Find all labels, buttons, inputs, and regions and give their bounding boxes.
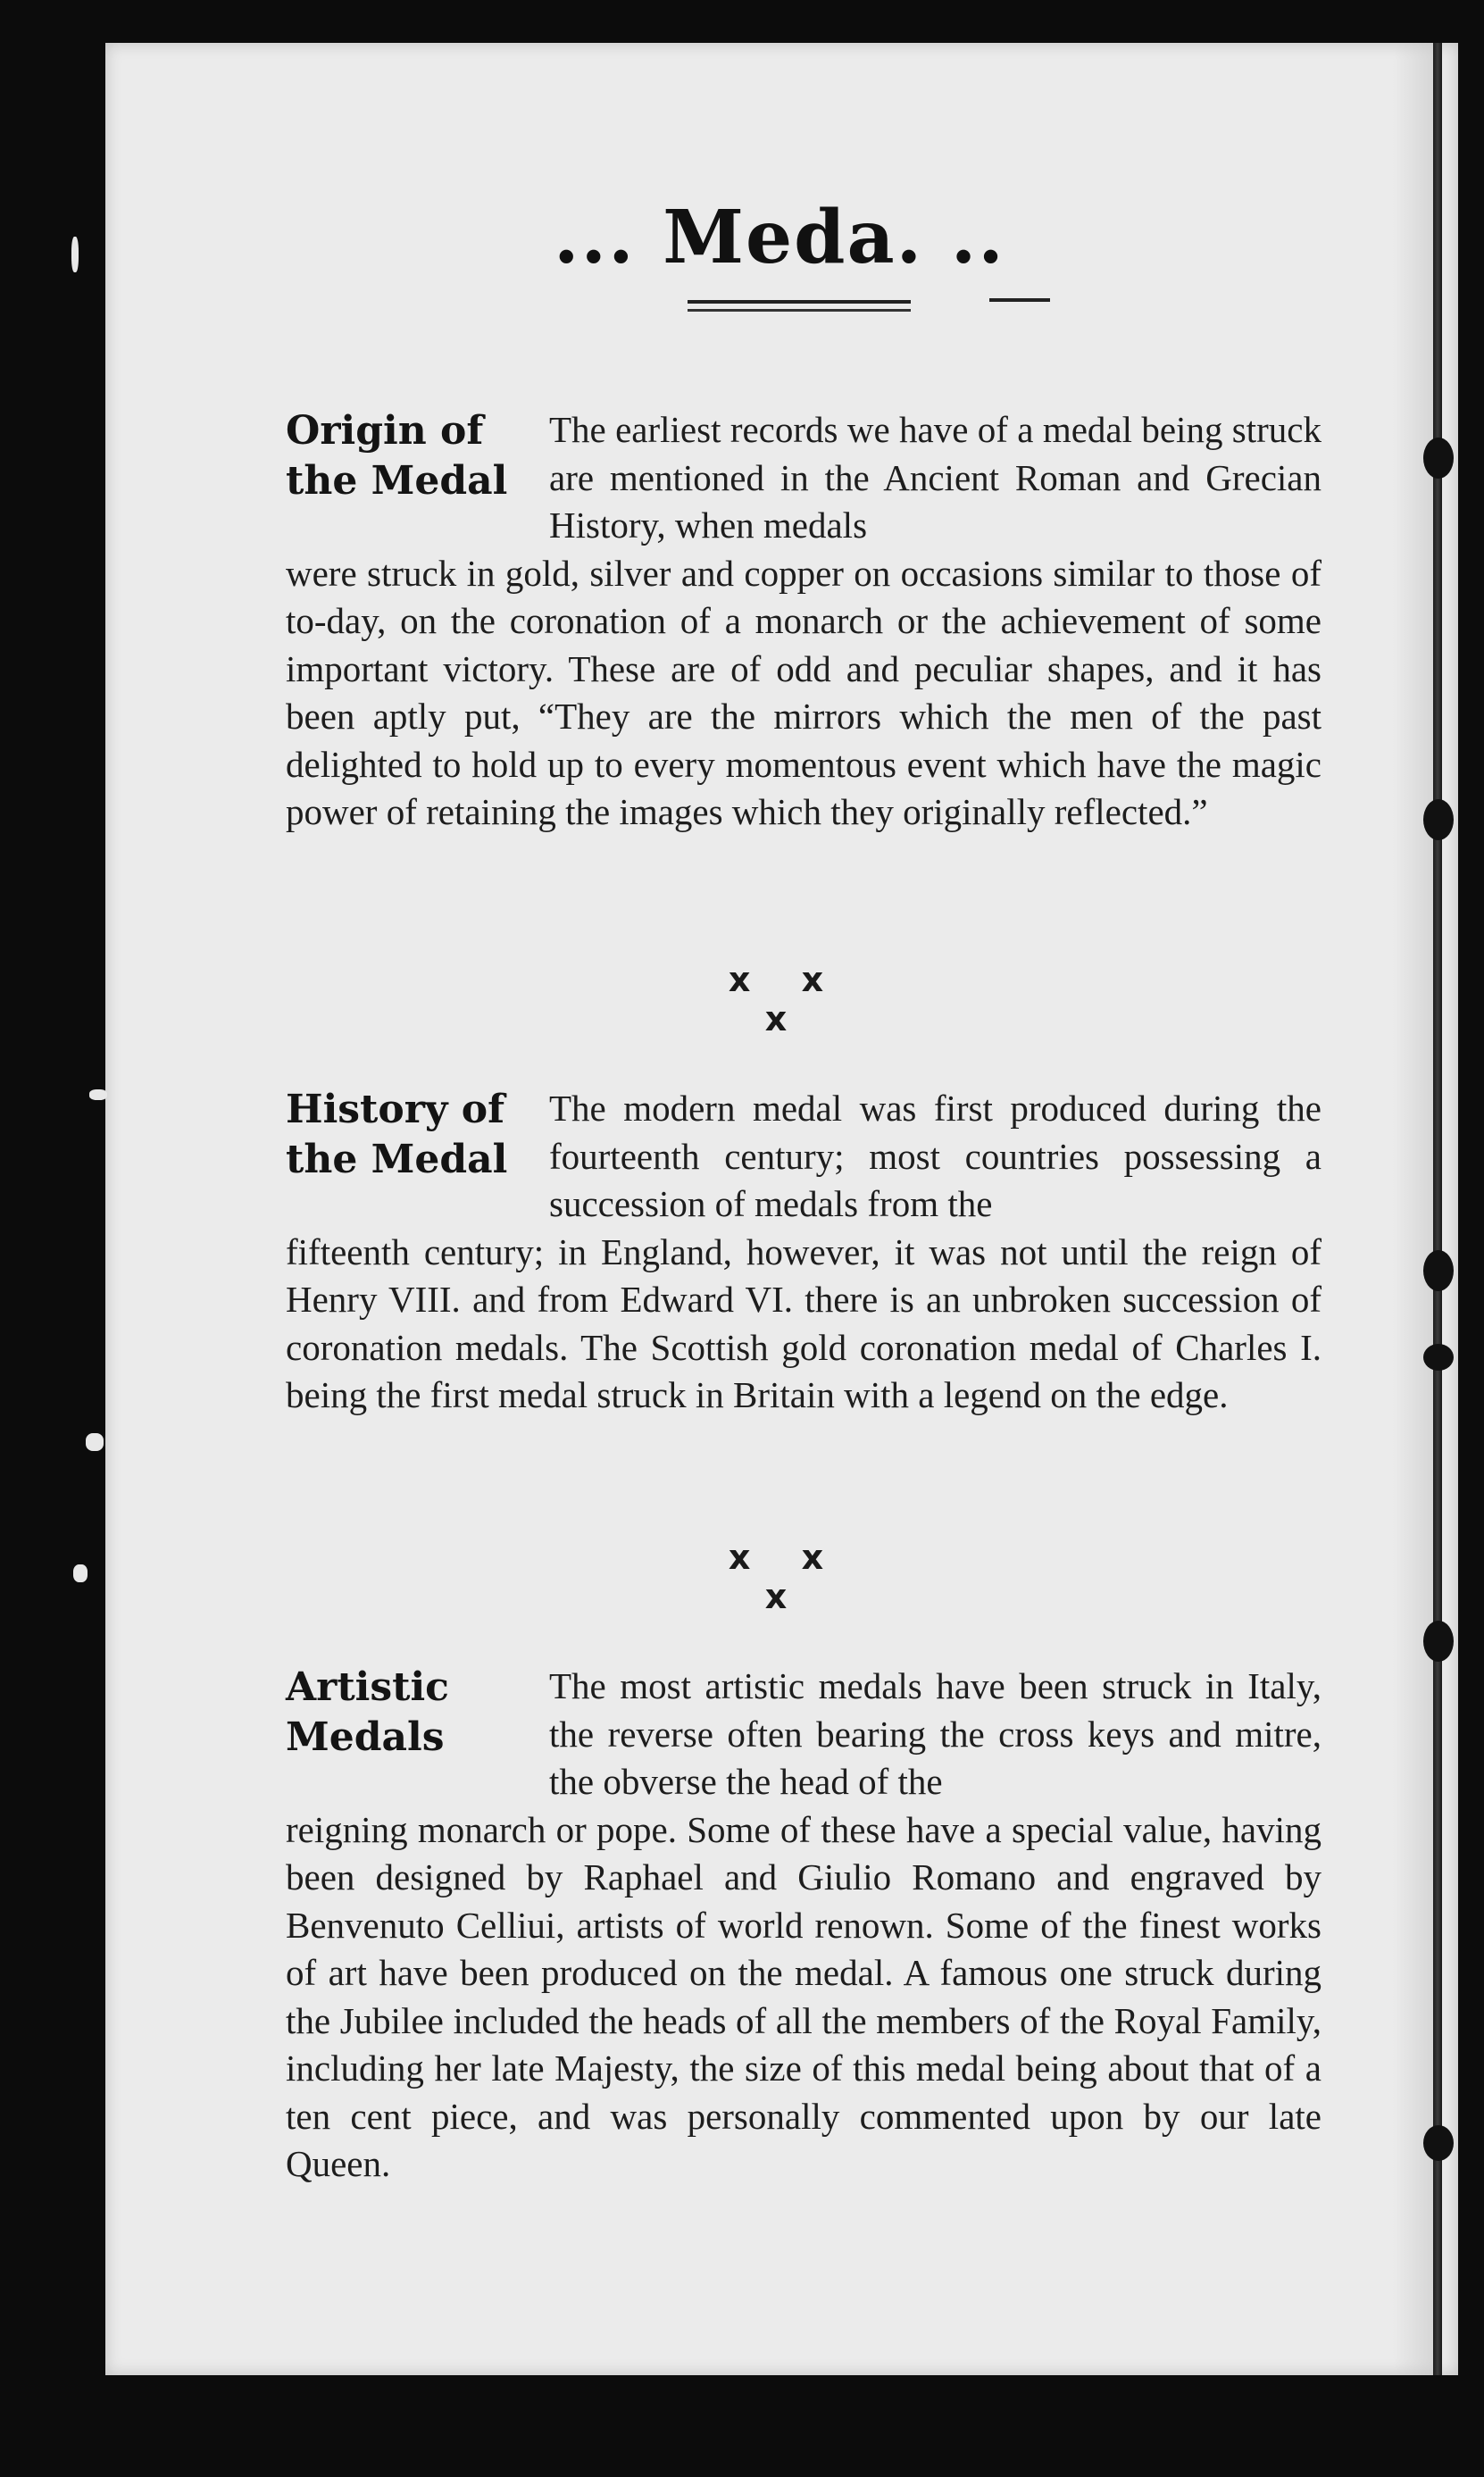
scan-speck [73,1564,88,1582]
binding-hole [1423,2125,1454,2161]
section-heading: Artistic Medals [286,1664,449,1760]
section-separator: x x x [728,960,844,1038]
section-lead-text: The modern medal was first produced during the fourteenth century; most countries possessing a succession of medals from the [549,1088,1321,1224]
section-origin [286,406,1321,837]
binding-hole [1423,799,1454,840]
section-lead-text: The most artistic medals have been struck in Italy, the reverse often bearing the cross keys and mitre, the obverse the head of the [549,1665,1321,1802]
section-history [286,1085,1321,1420]
scan-speck [71,237,79,272]
page-binding-edge [1433,43,1442,2375]
title-underline [688,309,911,312]
page-title: ... Meda. .. [554,195,1005,280]
page-heading [554,195,1054,329]
section-lead-text: The earliest records we have of a medal being struck are mentioned in the Ancient Roman and Grecian History, when medals [549,409,1321,546]
section-heading: History of the Medal [286,1087,508,1182]
scan-speck [89,1089,107,1100]
title-underline [688,300,911,304]
binding-hole [1423,1344,1454,1371]
section-heading: Origin of the Medal [286,408,508,504]
binding-hole [1423,1621,1454,1662]
title-underline [989,298,1050,302]
scan-speck [86,1433,104,1451]
section-body-text: fifteenth century; in England, however, it was not until the reign of Henry VIII. and from Edward VI. there is an unbroken succession of coronation medals. The Scottish gold coronation medal of Charles I. being the first medal struck in Britain with a legend on the edge. [286,1230,1321,1415]
page-edge-shading [1393,43,1433,2375]
binding-hole [1423,1250,1454,1291]
section-separator: x x x [728,1538,844,1616]
binding-hole [1423,438,1454,479]
section-body-text: were struck in gold, silver and copper on occasions similar to those of to-day, on the coronation of a monarch or the achievement of some important victory. These are of odd and peculiar shapes, and it has been aptly put, “They are the mirrors which the men of the past delighted to hold up to every momentous event which have the magic power of retaining the images which they originally reflected.” [286,552,1321,832]
section-body-text: reigning monarch or pope. Some of these have a special value, having been designed by Raphael and Giulio Romano and engraved by Benvenuto Celliui, artists of world renown. Some of the finest works of art have been produced on the medal. A famous one struck during the Jubilee included the heads of all the members of the Royal Family, including her late Majesty, the size of this medal being about that of a ten cent piece, and was personally commented upon by our late Queen. [286,1808,1321,2184]
section-artistic [286,1663,1321,2189]
